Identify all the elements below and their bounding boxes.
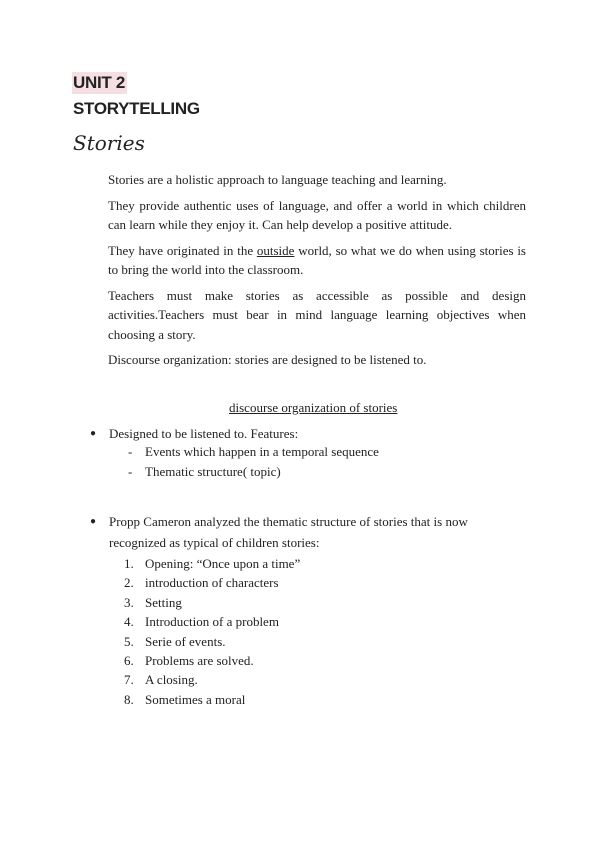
paragraph: They provide authentic uses of language, and offer a world in which children can learn while they enjoy it. Can help develop a positive attitude. — [108, 197, 526, 232]
subheading: discourse organization of stories — [229, 400, 398, 415]
section-heading: Stories — [73, 131, 145, 155]
list-number: 4. — [124, 614, 134, 630]
list-number: 5. — [124, 633, 134, 649]
unit-label: UNIT 2 — [73, 73, 126, 92]
bullet-icon: ● — [90, 428, 97, 439]
bullet-text: recognized as typical of children stories: — [109, 535, 320, 550]
list-item-text: Setting — [145, 594, 182, 610]
list-item-text: Thematic structure( topic) — [145, 463, 281, 479]
dash-icon: - — [128, 463, 133, 479]
bullet-icon: ● — [90, 516, 97, 527]
list-item-text: introduction of characters — [145, 575, 279, 591]
list-item-text: Problems are solved. — [145, 652, 254, 668]
list-item-text: Events which happen in a temporal sequence — [145, 444, 379, 459]
intro-paragraphs — [108, 170, 526, 376]
list-item-text: Serie of events. — [145, 633, 226, 649]
paragraph: Discourse organization: stories are designed to be listened to. — [108, 352, 427, 367]
list-number: 8. — [124, 691, 134, 707]
list-number: 1. — [124, 556, 134, 571]
paragraph: Teachers must make stories as accessible as possible and design activities.Teachers must bear in mind language learning objectives when choosing a story. — [108, 287, 526, 342]
dash-icon: - — [128, 444, 133, 459]
page-title: STORYTELLING — [73, 99, 200, 118]
list-number: 7. — [124, 672, 134, 688]
list-item-text: A closing. — [145, 672, 198, 688]
paragraph-text: They have originated in the — [108, 242, 257, 258]
underlined-word: outside — [256, 242, 295, 258]
list-number: 2. — [124, 575, 134, 591]
list-number: 6. — [124, 652, 134, 668]
bullet-text: Propp Cameron analyzed the thematic structure of stories that is now — [109, 514, 468, 529]
bullet-text: Designed to be listened to. Features: — [109, 426, 299, 441]
paragraph-text: world, so what we do when using stories is to bring the world into the classroom. — [108, 242, 526, 277]
list-item-text: Introduction of a problem — [145, 614, 279, 630]
list-item-text: Sometimes a moral — [145, 691, 246, 707]
list-item-text: Opening: “Once upon a time” — [145, 556, 301, 571]
paragraph: Stories are a holistic approach to language teaching and learning. — [108, 172, 447, 187]
paragraph — [108, 241, 526, 280]
list-number: 3. — [124, 594, 134, 610]
